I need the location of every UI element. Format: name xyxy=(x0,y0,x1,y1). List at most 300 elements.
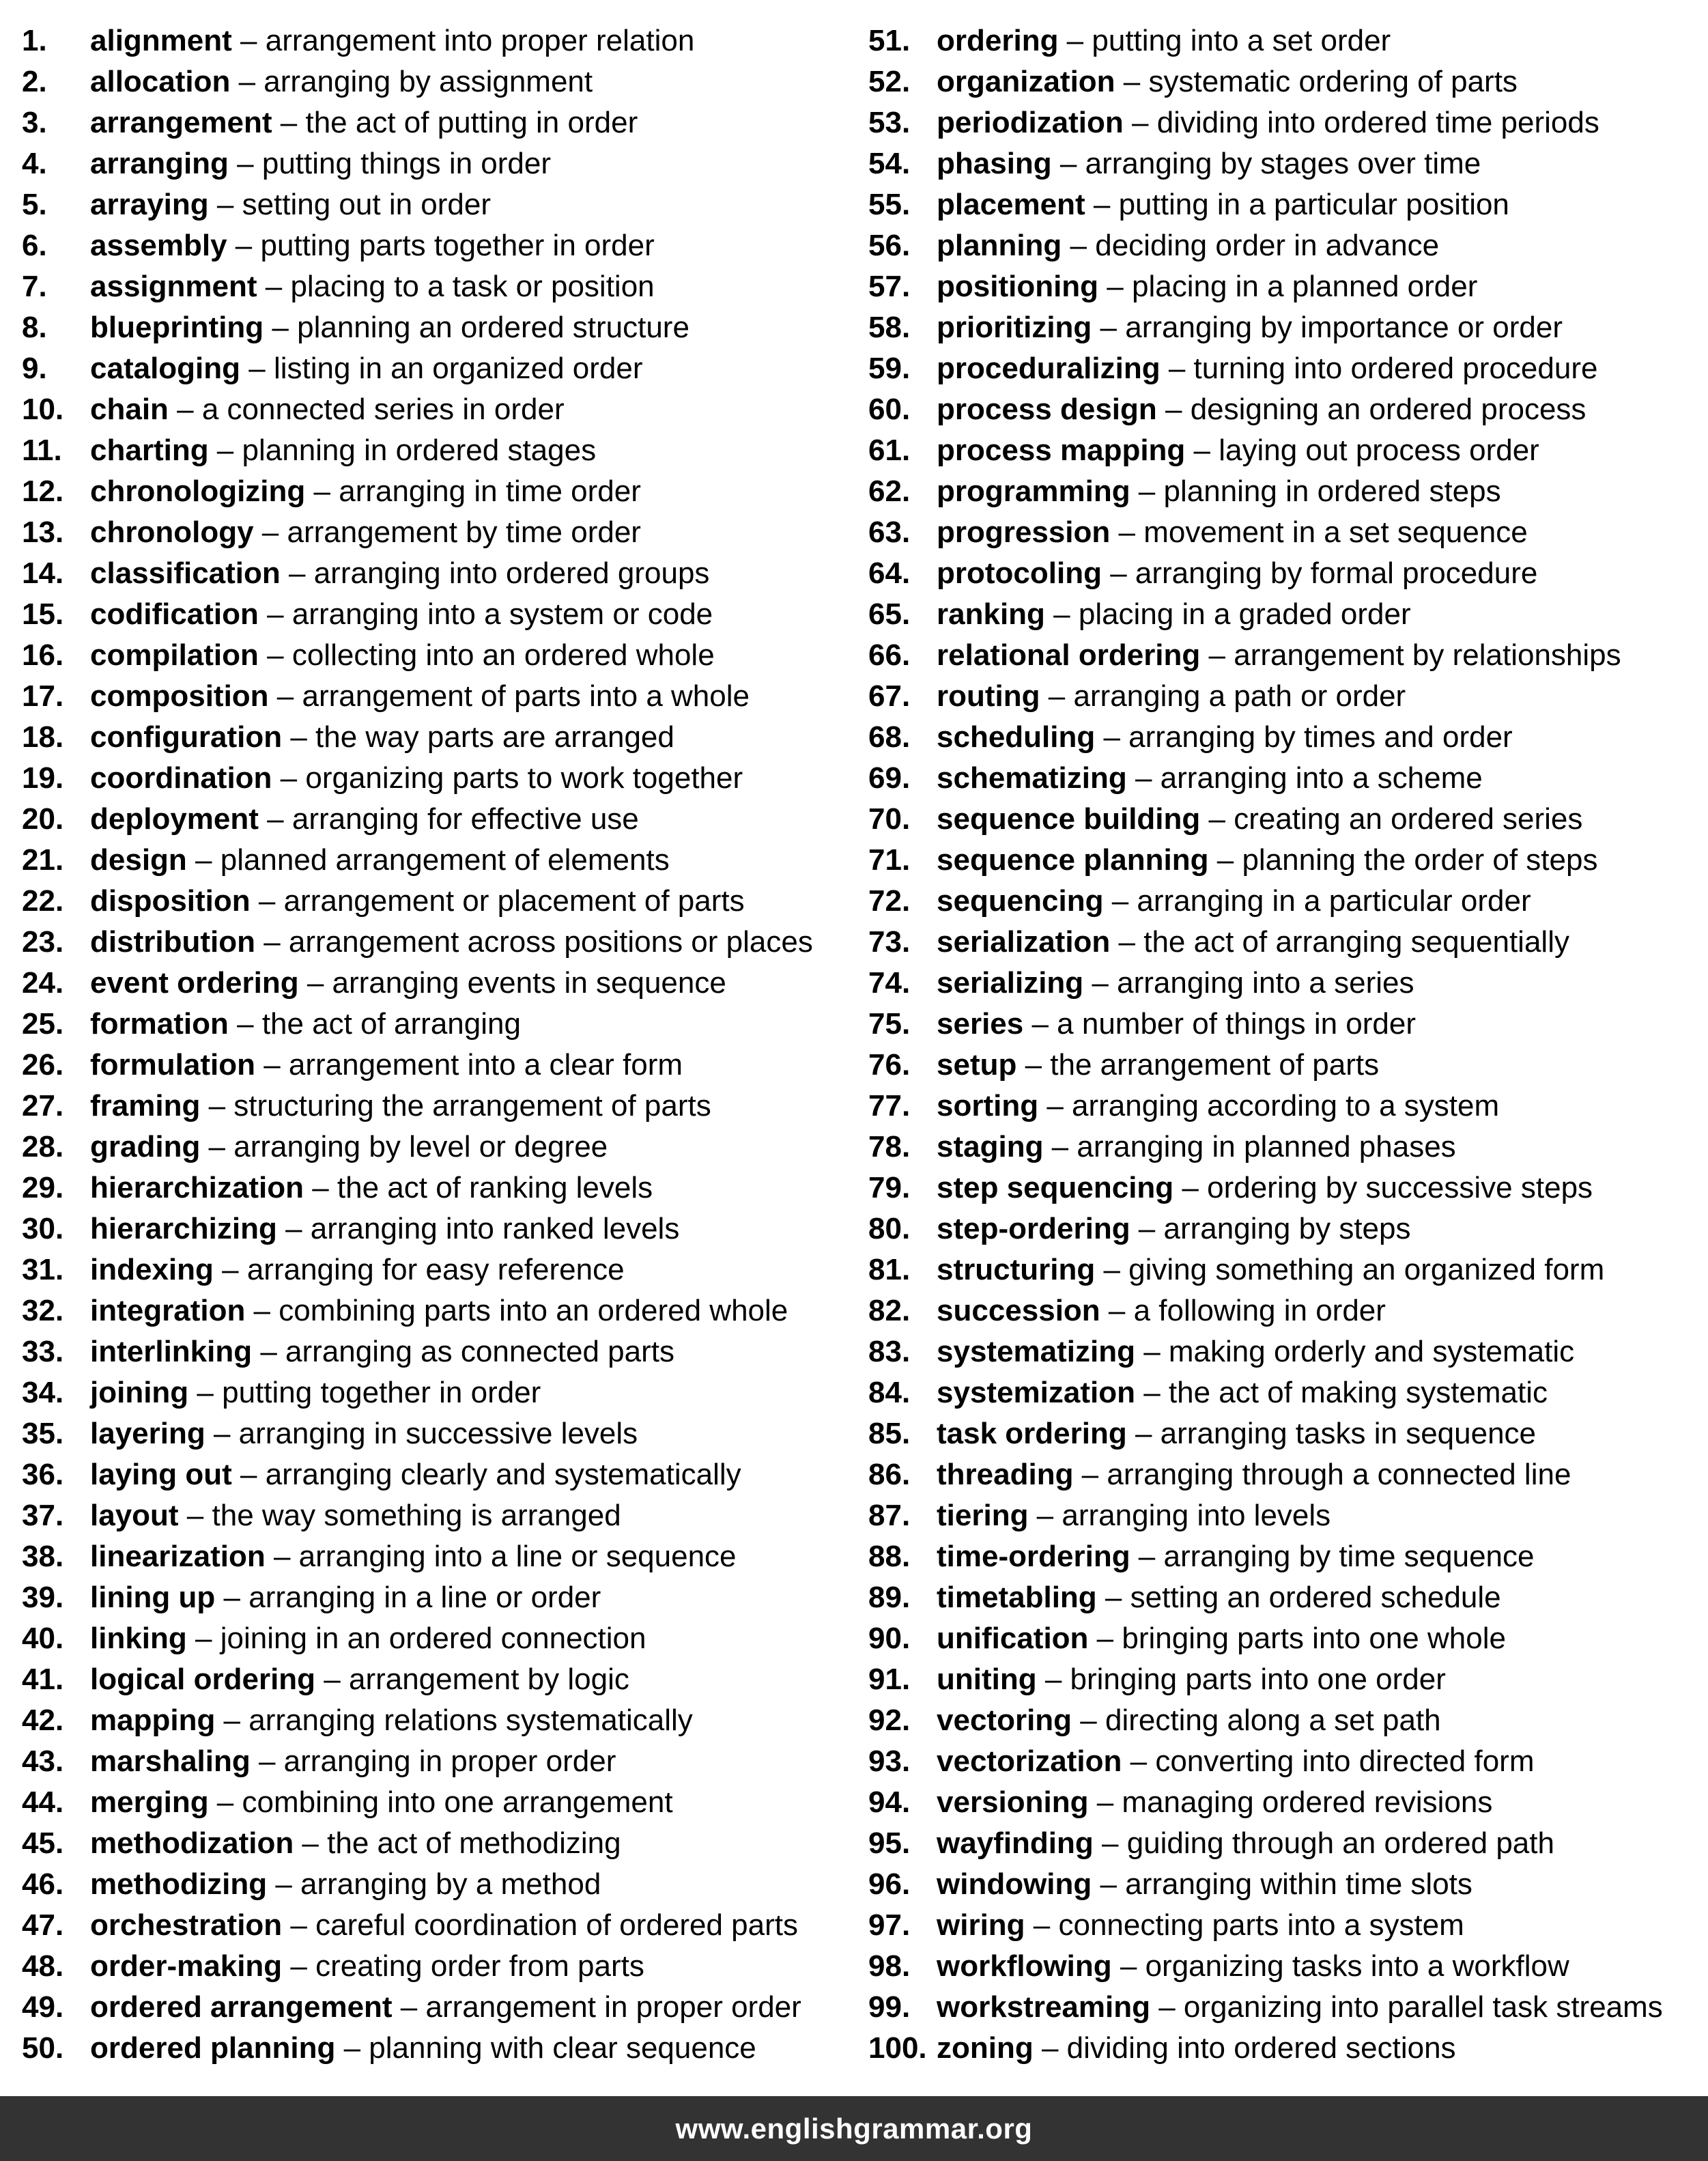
word-entry xyxy=(868,1168,1705,1209)
entry-definition: dividing into ordered sections xyxy=(1066,2031,1456,2065)
word-entry xyxy=(868,102,1705,143)
entry-separator: – xyxy=(1085,188,1119,221)
word-entry xyxy=(868,389,1705,430)
entry-separator: – xyxy=(255,925,289,959)
entry-number: 38. xyxy=(22,1540,64,1573)
entry-term: formulation xyxy=(90,1048,255,1082)
entry-number: 14. xyxy=(22,556,64,590)
entry-definition: careful coordination of ordered parts xyxy=(315,1908,798,1942)
word-entry xyxy=(868,512,1705,553)
entry-definition: a number of things in order xyxy=(1057,1007,1417,1041)
website-url[interactable]: www.englishgrammar.org xyxy=(675,2112,1033,2145)
entry-separator: – xyxy=(1088,1622,1122,1655)
entry-term: assembly xyxy=(90,229,227,262)
entry-term: sorting xyxy=(937,1089,1039,1122)
word-entry xyxy=(22,1086,848,1127)
entry-separator: – xyxy=(257,270,291,303)
entry-definition: the act of arranging sequentially xyxy=(1143,925,1569,959)
entry-separator: – xyxy=(280,556,314,590)
word-entry xyxy=(868,1782,1705,1823)
entry-term: zoning xyxy=(937,2031,1034,2065)
entry-term: workflowing xyxy=(937,1949,1112,1983)
word-entry xyxy=(868,635,1705,676)
entry-definition: arranging for effective use xyxy=(291,802,639,836)
entry-definition: arrangement by time order xyxy=(287,515,641,549)
entry-number: 90. xyxy=(868,1622,911,1655)
entry-definition: arrangement or placement of parts xyxy=(283,884,745,918)
entry-term: threading xyxy=(937,1458,1074,1491)
entry-definition: arranging for easy reference xyxy=(246,1253,625,1286)
word-entry xyxy=(868,1413,1705,1454)
entry-number: 97. xyxy=(868,1908,911,1942)
entry-term: ordered arrangement xyxy=(90,1990,393,2024)
entry-separator: – xyxy=(1126,1417,1161,1450)
entry-term: uniting xyxy=(937,1663,1037,1696)
entry-term: vectorization xyxy=(937,1745,1122,1778)
entry-number: 12. xyxy=(22,475,64,508)
entry-definition: arranging by steps xyxy=(1163,1212,1411,1245)
entry-term: proceduralizing xyxy=(937,352,1161,385)
entry-term: systematizing xyxy=(937,1335,1135,1368)
entry-term: periodization xyxy=(937,106,1124,139)
entry-separator: – xyxy=(208,188,242,221)
entry-separator: – xyxy=(1016,1048,1051,1082)
entry-separator: – xyxy=(1122,1745,1156,1778)
entry-definition: planned arrangement of elements xyxy=(220,843,670,877)
entry-definition: a following in order xyxy=(1133,1294,1386,1327)
entry-definition: arranging into a series xyxy=(1117,966,1414,1000)
entry-separator: – xyxy=(215,1704,249,1737)
entry-number: 39. xyxy=(22,1581,64,1614)
word-entry xyxy=(22,799,848,840)
entry-term: process mapping xyxy=(937,434,1186,467)
word-entry xyxy=(868,840,1705,881)
right-word-column xyxy=(868,20,1705,2069)
word-entry xyxy=(22,1782,848,1823)
entry-separator: – xyxy=(1095,720,1129,754)
entry-number: 64. xyxy=(868,556,911,590)
entry-term: workstreaming xyxy=(937,1990,1150,2024)
entry-separator: – xyxy=(1028,1499,1062,1532)
word-entry xyxy=(22,963,848,1004)
entry-definition: guiding through an ordered path xyxy=(1126,1826,1554,1860)
entry-term: versioning xyxy=(937,1785,1089,1819)
entry-number: 17. xyxy=(22,679,64,713)
word-entry xyxy=(22,1987,848,2028)
entry-number: 89. xyxy=(868,1581,911,1614)
entry-separator: – xyxy=(208,434,242,467)
entry-separator: – xyxy=(250,1745,284,1778)
entry-definition: planning an ordered structure xyxy=(297,311,689,344)
entry-term: marshaling xyxy=(90,1745,251,1778)
entry-separator: – xyxy=(228,1007,262,1041)
entry-term: linearization xyxy=(90,1540,266,1573)
word-entry xyxy=(22,881,848,922)
entry-definition: listing in an organized order xyxy=(273,352,643,385)
word-entry xyxy=(22,1413,848,1454)
entry-definition: combining into one arrangement xyxy=(242,1785,673,1819)
entry-definition: turning into ordered procedure xyxy=(1193,352,1598,385)
entry-separator: – xyxy=(168,393,202,426)
entry-definition: planning the order of steps xyxy=(1242,843,1598,877)
entry-separator: – xyxy=(245,1294,279,1327)
entry-term: alignment xyxy=(90,24,232,57)
entry-term: indexing xyxy=(90,1253,214,1286)
word-entry xyxy=(868,1618,1705,1659)
entry-definition: ordering by successive steps xyxy=(1207,1171,1593,1204)
entry-term: step sequencing xyxy=(937,1171,1174,1204)
entry-number: 41. xyxy=(22,1663,64,1696)
word-entry xyxy=(22,389,848,430)
entry-term: process design xyxy=(937,393,1157,426)
entry-term: layout xyxy=(90,1499,179,1532)
entry-number: 31. xyxy=(22,1253,64,1286)
entry-number: 29. xyxy=(22,1171,64,1204)
entry-number: 60. xyxy=(868,393,911,426)
entry-number: 62. xyxy=(868,475,911,508)
word-entry xyxy=(868,1659,1705,1700)
entry-term: chain xyxy=(90,393,169,426)
entry-definition: the act of arranging xyxy=(261,1007,521,1041)
entry-definition: the act of methodizing xyxy=(327,1826,621,1860)
entry-separator: – xyxy=(335,2031,369,2065)
entry-separator: – xyxy=(200,1089,234,1122)
entry-term: wayfinding xyxy=(937,1826,1094,1860)
entry-term: arraying xyxy=(90,188,209,221)
entry-definition: creating order from parts xyxy=(315,1949,644,1983)
entry-definition: directing along a set path xyxy=(1105,1704,1441,1737)
word-entry xyxy=(868,1864,1705,1905)
entry-number: 6. xyxy=(22,229,47,262)
entry-number: 65. xyxy=(868,597,911,631)
word-entry xyxy=(868,471,1705,512)
word-entry xyxy=(868,1987,1705,2028)
entry-definition: arrangement by logic xyxy=(348,1663,629,1696)
entry-term: sequence building xyxy=(937,802,1201,836)
word-entry xyxy=(22,307,848,348)
entry-separator: – xyxy=(268,679,302,713)
entry-term: step-ordering xyxy=(937,1212,1130,1245)
entry-term: series xyxy=(937,1007,1024,1041)
entry-term: framing xyxy=(90,1089,201,1122)
entry-number: 7. xyxy=(22,270,47,303)
entry-term: orchestration xyxy=(90,1908,283,1942)
entry-separator: – xyxy=(231,1458,266,1491)
word-entry xyxy=(868,1249,1705,1290)
word-entry xyxy=(22,1290,848,1331)
entry-number: 77. xyxy=(868,1089,911,1122)
entry-definition: arranging in a particular order xyxy=(1137,884,1531,918)
entry-separator: – xyxy=(1100,1294,1134,1327)
entry-number: 53. xyxy=(868,106,911,139)
entry-separator: – xyxy=(227,229,261,262)
entry-separator: – xyxy=(1062,229,1096,262)
word-entry xyxy=(22,553,848,594)
word-entry xyxy=(22,594,848,635)
entry-term: grading xyxy=(90,1130,201,1163)
word-entry xyxy=(868,1290,1705,1331)
entry-separator: – xyxy=(205,1417,239,1450)
entry-term: classification xyxy=(90,556,281,590)
word-entry xyxy=(868,348,1705,389)
entry-definition: making orderly and systematic xyxy=(1168,1335,1575,1368)
entry-term: laying out xyxy=(90,1458,232,1491)
entry-number: 30. xyxy=(22,1212,64,1245)
word-entry xyxy=(22,922,848,963)
entry-definition: bringing parts into one order xyxy=(1070,1663,1446,1696)
entry-number: 87. xyxy=(868,1499,911,1532)
entry-number: 76. xyxy=(868,1048,911,1082)
entry-separator: – xyxy=(272,761,306,795)
entry-number: 70. xyxy=(868,802,911,836)
entry-term: charting xyxy=(90,434,209,467)
word-entry xyxy=(22,1618,848,1659)
entry-number: 81. xyxy=(868,1253,911,1286)
word-entry xyxy=(868,1209,1705,1249)
entry-definition: arranging tasks in sequence xyxy=(1160,1417,1537,1450)
entry-number: 85. xyxy=(868,1417,911,1450)
word-entry xyxy=(868,61,1705,102)
entry-separator: – xyxy=(1103,884,1137,918)
entry-number: 73. xyxy=(868,925,911,959)
entry-separator: – xyxy=(231,24,266,57)
entry-number: 24. xyxy=(22,966,64,1000)
entry-number: 21. xyxy=(22,843,64,877)
entry-number: 8. xyxy=(22,311,47,344)
entry-number: 47. xyxy=(22,1908,64,1942)
entry-term: order-making xyxy=(90,1949,283,1983)
entry-definition: arranging in proper order xyxy=(283,1745,616,1778)
entry-separator: – xyxy=(1110,925,1144,959)
entry-separator: – xyxy=(1073,1458,1107,1491)
word-entry xyxy=(868,1536,1705,1577)
word-entry xyxy=(22,1905,848,1946)
entry-number: 84. xyxy=(868,1376,911,1409)
entry-number: 10. xyxy=(22,393,64,426)
entry-term: planning xyxy=(937,229,1062,262)
entry-separator: – xyxy=(315,1663,349,1696)
word-entry xyxy=(22,1045,848,1086)
entry-separator: – xyxy=(1044,597,1079,631)
entry-term: disposition xyxy=(90,884,251,918)
entry-number: 88. xyxy=(868,1540,911,1573)
entry-term: programming xyxy=(937,475,1130,508)
entry-separator: – xyxy=(1156,393,1191,426)
word-entry xyxy=(22,61,848,102)
entry-term: merging xyxy=(90,1785,209,1819)
word-entry xyxy=(868,430,1705,471)
entry-separator: – xyxy=(253,515,287,549)
entry-separator: – xyxy=(1110,515,1144,549)
entry-definition: placing in a graded order xyxy=(1078,597,1411,631)
entry-separator: – xyxy=(213,1253,247,1286)
entry-separator: – xyxy=(1092,1867,1126,1901)
entry-definition: arranging into ordered groups xyxy=(313,556,710,590)
word-entry xyxy=(22,1864,848,1905)
entry-term: event ordering xyxy=(90,966,299,1000)
entry-separator: – xyxy=(1096,1581,1130,1614)
entry-number: 35. xyxy=(22,1417,64,1450)
word-entry xyxy=(22,676,848,717)
entry-number: 43. xyxy=(22,1745,64,1778)
entry-term: time-ordering xyxy=(937,1540,1130,1573)
entry-definition: arranging by a method xyxy=(300,1867,601,1901)
entry-term: configuration xyxy=(90,720,283,754)
entry-separator: – xyxy=(1083,966,1118,1000)
entry-definition: the act of making systematic xyxy=(1168,1376,1548,1409)
entry-term: logical ordering xyxy=(90,1663,316,1696)
entry-definition: arrangement in proper order xyxy=(425,1990,801,2024)
word-entry xyxy=(22,225,848,266)
entry-definition: managing ordered revisions xyxy=(1122,1785,1493,1819)
entry-separator: – xyxy=(230,65,264,98)
word-entry xyxy=(868,799,1705,840)
entry-number: 51. xyxy=(868,24,911,57)
entry-separator: – xyxy=(1040,679,1074,713)
entry-definition: planning in ordered stages xyxy=(242,434,597,467)
entry-number: 54. xyxy=(868,147,911,180)
word-entry xyxy=(868,184,1705,225)
word-entry xyxy=(868,1372,1705,1413)
entry-separator: – xyxy=(208,1785,242,1819)
entry-number: 68. xyxy=(868,720,911,754)
entry-number: 95. xyxy=(868,1826,911,1860)
entry-number: 94. xyxy=(868,1785,911,1819)
entry-separator: – xyxy=(258,597,292,631)
entry-separator: – xyxy=(250,884,284,918)
entry-number: 32. xyxy=(22,1294,64,1327)
entry-number: 72. xyxy=(868,884,911,918)
entry-definition: putting things in order xyxy=(261,147,551,180)
entry-separator: – xyxy=(282,1949,316,1983)
entry-separator: – xyxy=(258,802,292,836)
entry-number: 98. xyxy=(868,1949,911,1983)
entry-separator: – xyxy=(282,1908,316,1942)
entry-number: 52. xyxy=(868,65,911,98)
entry-definition: arranging by times and order xyxy=(1128,720,1513,754)
entry-separator: – xyxy=(1130,1540,1164,1573)
entry-number: 15. xyxy=(22,597,64,631)
entry-definition: organizing tasks into a workflow xyxy=(1145,1949,1569,1983)
entry-separator: – xyxy=(200,1130,234,1163)
word-entry xyxy=(868,307,1705,348)
entry-number: 25. xyxy=(22,1007,64,1041)
entry-separator: – xyxy=(255,1048,289,1082)
entry-number: 57. xyxy=(868,270,911,303)
entry-separator: – xyxy=(1038,1089,1072,1122)
word-entry xyxy=(22,184,848,225)
entry-definition: a connected series in order xyxy=(201,393,565,426)
entry-definition: the arrangement of parts xyxy=(1050,1048,1380,1082)
entry-definition: organizing parts to work together xyxy=(305,761,743,795)
entry-number: 91. xyxy=(868,1663,911,1696)
entry-definition: the way parts are arranged xyxy=(315,720,674,754)
entry-term: blueprinting xyxy=(90,311,264,344)
entry-term: layering xyxy=(90,1417,205,1450)
entry-term: phasing xyxy=(937,147,1052,180)
entry-definition: setting out in order xyxy=(242,188,492,221)
entry-number: 44. xyxy=(22,1785,64,1819)
word-entry xyxy=(22,1209,848,1249)
word-entry xyxy=(868,1905,1705,1946)
entry-separator: – xyxy=(1092,311,1126,344)
entry-term: timetabling xyxy=(937,1581,1097,1614)
entry-term: hierarchization xyxy=(90,1171,304,1204)
entry-term: codification xyxy=(90,597,259,631)
entry-separator: – xyxy=(1111,1949,1145,1983)
entry-separator: – xyxy=(1126,761,1161,795)
entry-number: 50. xyxy=(22,2031,64,2065)
entry-term: distribution xyxy=(90,925,255,959)
entry-term: ordering xyxy=(937,24,1059,57)
entry-definition: arranging by importance or order xyxy=(1125,311,1563,344)
word-entry xyxy=(868,1946,1705,1987)
entry-separator: – xyxy=(303,1171,337,1204)
entry-number: 58. xyxy=(868,311,911,344)
entry-separator: – xyxy=(392,1990,426,2024)
word-entry xyxy=(868,1700,1705,1741)
entry-term: methodizing xyxy=(90,1867,268,1901)
entry-separator: – xyxy=(1058,24,1092,57)
word-entry xyxy=(868,594,1705,635)
word-entry xyxy=(22,1700,848,1741)
word-entry xyxy=(868,1741,1705,1782)
entry-term: joining xyxy=(90,1376,189,1409)
word-entry xyxy=(22,1495,848,1536)
entry-definition: arranging within time slots xyxy=(1125,1867,1472,1901)
entry-definition: arranging by formal procedure xyxy=(1135,556,1538,590)
entry-definition: bringing parts into one whole xyxy=(1122,1622,1506,1655)
entry-definition: arranging through a connected line xyxy=(1107,1458,1571,1491)
entry-number: 96. xyxy=(868,1867,911,1901)
word-entry xyxy=(868,225,1705,266)
entry-number: 22. xyxy=(22,884,64,918)
entry-separator: – xyxy=(1095,1253,1129,1286)
entry-number: 40. xyxy=(22,1622,64,1655)
entry-term: linking xyxy=(90,1622,187,1655)
word-entry xyxy=(868,1086,1705,1127)
footer-bar xyxy=(0,2096,1708,2161)
entry-separator: – xyxy=(265,1540,299,1573)
word-entry xyxy=(22,1577,848,1618)
entry-number: 34. xyxy=(22,1376,64,1409)
entry-term: vectoring xyxy=(937,1704,1072,1737)
entry-term: organization xyxy=(937,65,1115,98)
word-entry xyxy=(868,2028,1705,2069)
entry-definition: placing to a task or position xyxy=(290,270,655,303)
word-entry xyxy=(22,20,848,61)
word-entry xyxy=(868,1577,1705,1618)
entry-separator: – xyxy=(1173,1171,1208,1204)
entry-number: 79. xyxy=(868,1171,911,1204)
entry-separator: – xyxy=(1123,106,1157,139)
entry-separator: – xyxy=(282,720,316,754)
entry-definition: laying out process order xyxy=(1219,434,1539,467)
entry-definition: arranging into a system or code xyxy=(291,597,713,631)
entry-term: succession xyxy=(937,1294,1100,1327)
entry-separator: – xyxy=(186,1622,220,1655)
entry-number: 71. xyxy=(868,843,911,877)
entry-definition: arranging clearly and systematically xyxy=(265,1458,741,1491)
entry-term: composition xyxy=(90,679,269,713)
word-entry xyxy=(22,1372,848,1413)
entry-definition: putting in a particular position xyxy=(1118,188,1509,221)
entry-number: 28. xyxy=(22,1130,64,1163)
entry-number: 82. xyxy=(868,1294,911,1327)
entry-number: 13. xyxy=(22,515,64,549)
entry-number: 20. xyxy=(22,802,64,836)
word-entry xyxy=(22,1331,848,1372)
